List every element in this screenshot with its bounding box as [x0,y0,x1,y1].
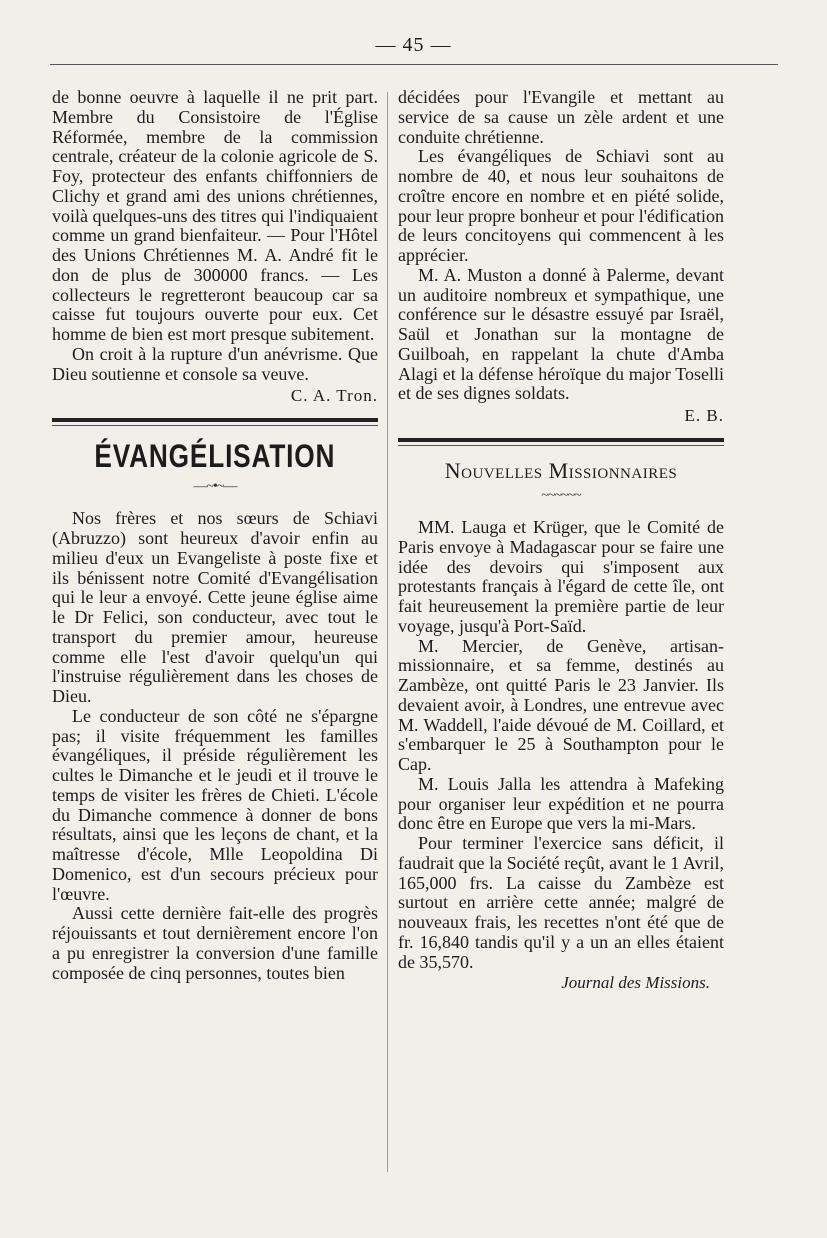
paragraph: Le conducteur de son côté ne s'épargne pas; il visite fréquemment les familles évangéliques, il préside régulièrement les cultes le Dimanche et le jeudi et il trouve le temps de visiter les frères de Chieti. L'école du Dimanche commence à donner de bons résultats, ainsi que les leçons de chant, et la maîtresse d'école, Mlle Leopoldina Di Domenico, est d'un secours précieux pour l'œuvre. [52,705,378,904]
section-heading [52,438,378,475]
paragraph: M. Louis Jalla les attendra à Mafeking pour organiser leur expédition et ne pourra donc être en Europe que vers la mi-Mars. [398,773,724,834]
section-title: ÉVANGÉLISATION [94,438,336,475]
section-heading [398,458,724,484]
paragraph: Les évangéliques de Schiavi sont au nombre de 40, et nous leur souhaitons de croître encore en nombre et en piété solide, pour leur propre bonheur et pour l'édification de leurs concitoyens qui commencent à les apprécier. [398,146,724,265]
continuation-text [398,88,724,404]
section-rule-thin [52,425,378,426]
paragraph: de bonne oeuvre à laquelle il ne prit part. Membre du Consistoire de l'Église Réformée, membre de la commission centrale, créateur de la colonie agricole de S. Foy, protecteur des enfants chiffonniers de Clichy et grand ami des unions chrétiennes, voilà quelques-uns des titres qui l'indiquaient comme un grand bienfaiteur. — Pour l'Hôtel des Unions Chrétiennes M. A. André fit le don de plus de 300000 francs. — Les collecteurs le regretteront beaucoup car sa caisse fut toujours ouverte pour eux. Cet homme de bien est mort presque subitement. [52,87,378,344]
signature-text: E. B. [684,406,724,425]
signature [398,406,724,426]
paragraph: M. Mercier, de Genève, artisan-missionnaire, et sa femme, destinés au Zambèze, ont quitté Paris le 23 Janvier. Ils devaient avoir, à Londres, une entrevue avec M. Waddell, l'aide dévoué de M. Coillard, et s'embarquer le 25 à Southampton pour le Cap. [398,635,724,774]
column-divider [387,92,388,1172]
paragraph: MM. Lauga et Krüger, que le Comité de Paris envoye à Madagascar pour se faire une idée des devoirs qui s'imposent aux protestants français à l'égard de cette île, ont fait heureusement la première partie de leur voyage, jusqu'à Port-Saïd. [398,517,724,636]
paragraph: M. A. Muston a donné à Palerme, devant un auditoire nombreux et sympathique, une conférence sur le désastre essuyé par Israël, Saül et Jonathan sur la montagne de Guilboah, en rappelant la chute d'Amba Alagi et la défense héroïque du major Toselli et de ses dignes soldats. [398,264,724,404]
page-number: — 45 — [375,34,452,56]
section-rule-thin [398,445,724,446]
paragraph: On croit à la rupture d'un anévrisme. Que Dieu soutienne et console sa veuve. [52,343,378,384]
evangelisation-text [52,509,378,983]
header-rule [50,64,778,65]
paragraph: Pour terminer l'exercice sans déficit, il faudrait que la Société reçût, avant le 1 Avril, 165,000 frs. La caisse du Zambèze est surtout en arrière cette année; malgré de nouveaux frais, les recettes n'ont été que de fr. 16,840 tandis qu'il y a un an elles étaient de 35,570. [398,833,724,972]
section-title: Nouvelles Missionnaires [444,458,678,483]
missions-text [398,518,724,972]
ornament: —~•~— [193,479,237,495]
source-citation: Journal des Missions. [561,973,710,993]
signature [52,386,378,406]
paragraph: décidées pour l'Evangile et mettant au service de sa cause un zèle ardent et une conduite chrétienne. [398,87,724,147]
paragraph: Aussi cette dernière fait-elle des progrès réjouissants et tout dernièrement encore l'on a pu enregistrer la conversion d'une famille composée de cinq personnes, toutes bien [52,903,378,983]
signature-text: C. A. Tron. [290,386,378,406]
section-rule-thick [52,418,378,422]
left-column [52,88,378,983]
section-rule-thick [398,438,724,442]
ornament: ~~~~~~ [541,488,581,503]
obituary-text [52,88,378,384]
paragraph: Nos frères et nos sœurs de Schiavi (Abruzzo) sont heureux d'avoir enfin au milieu d'eux un Evangeliste à poste fixe et ils bénissent notre Comité d'Evangélisation qui le leur a envoyé. Cette jeune église aime le Dr Felici, son conducteur, avec tout le transport du premier amour, heureuse comme elle l'est d'avoir quelqu'un qui l'instruise régulièrement dans les choses de Dieu. [52,508,378,706]
right-column [398,88,724,993]
